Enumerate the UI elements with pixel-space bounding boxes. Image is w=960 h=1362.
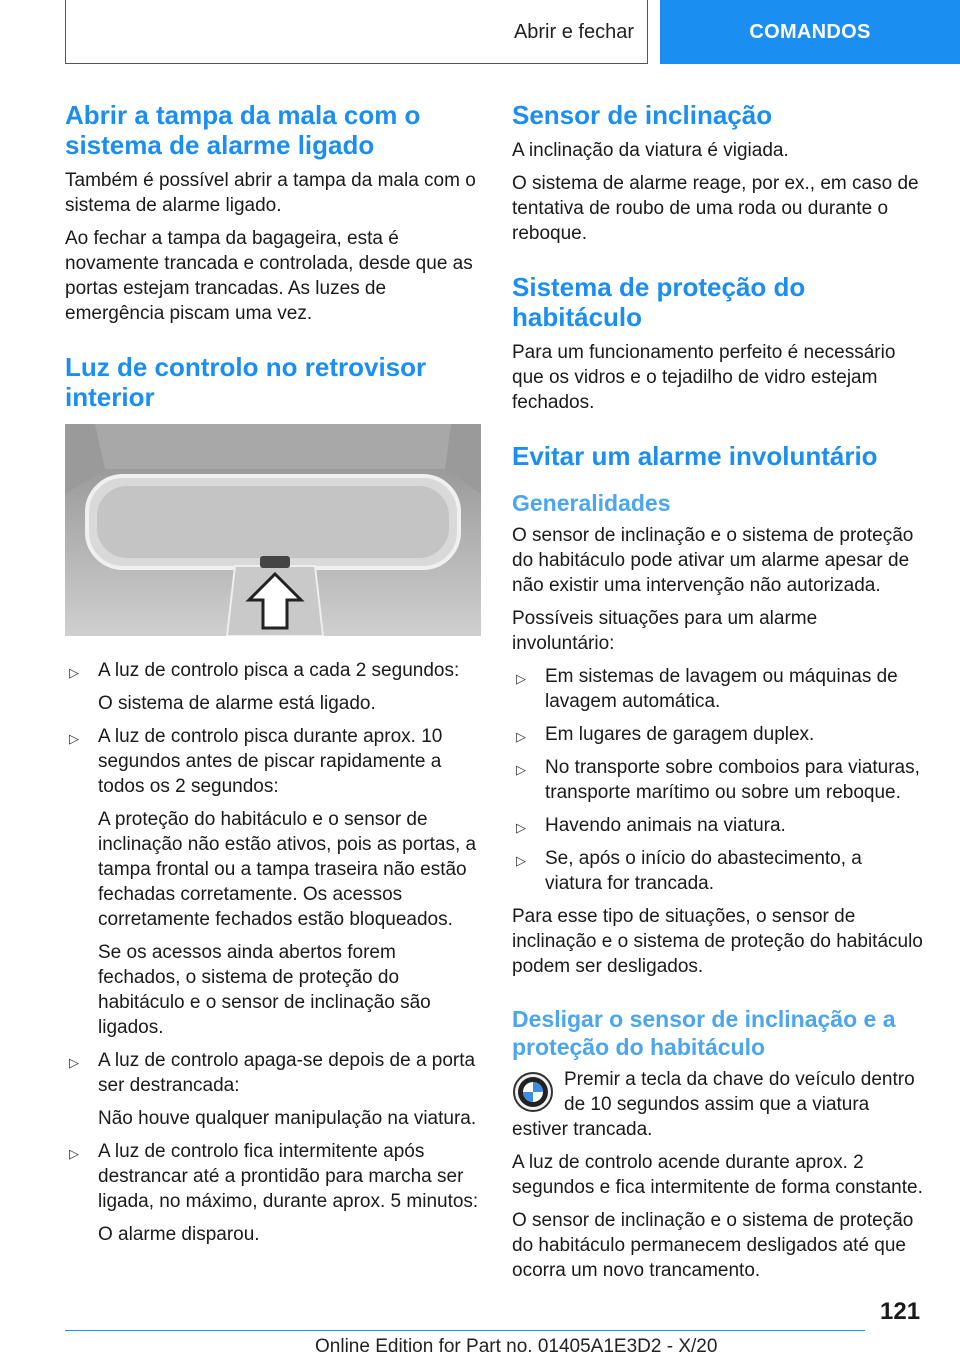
triangle-bullet-icon: ▷ — [69, 1055, 79, 1070]
paragraph: Premir a tecla da chave do veículo dentro de 10 segundos assim que a viatura estiver trancada. — [512, 1069, 915, 1140]
paragraph: A inclinação da viatura é vigiada. — [512, 140, 789, 161]
paragraph: Possíveis situações para um alarme involuntário: — [512, 608, 818, 654]
paragraph: Para esse tipo de situações, o sensor de inclinação e o sistema de proteção do habitáculo podem ser desligados. — [512, 906, 923, 977]
list-item: ▷ Em lugares de garagem duplex. — [512, 722, 924, 747]
vehicle-key-logo-icon — [512, 1071, 554, 1113]
heading-alarm-trunk: Abrir a tampa da mala com o sistema de alarme ligado — [65, 100, 421, 160]
paragraph: Para um funcionamento perfeito é necessário que os vidros e o tejadilho de vidro estejam fechados. — [512, 342, 896, 413]
list-item: ▷ Havendo animais na viatura. — [512, 813, 924, 838]
sub-paragraph: O alarme disparou. — [98, 1224, 260, 1245]
list-item: ▷ No transporte sobre comboios para viaturas, transporte marítimo ou sobre um reboque. — [516, 757, 920, 803]
paragraph: Também é possível abrir a tampa da mala com o sistema de alarme ligado. — [65, 170, 476, 216]
paragraph: A luz de controlo acende durante aprox. 2 segundos e fica intermitente de forma constante. — [512, 1152, 923, 1198]
section-title: Abrir e fechar — [513, 20, 634, 43]
page-number: 121 — [880, 1298, 921, 1325]
heading-interior-protection: Sistema de proteção do habitáculo — [512, 272, 806, 332]
paragraph: Ao fechar a tampa da bagageira, esta é novamente trancada e controlada, desde que as portas estejam trancadas. As luzes de emergência piscam uma vez. — [65, 228, 473, 324]
sub-paragraph: O sistema de alarme está ligado. — [98, 693, 376, 714]
heading-avoid-false-alarm: Evitar um alarme involuntário — [512, 441, 878, 471]
triangle-bullet-icon: ▷ — [516, 853, 526, 868]
footer-divider — [65, 1330, 865, 1331]
list-item: ▷ A luz de controlo apaga-se depois de a porta ser destrancada: — [69, 1050, 476, 1096]
sub-paragraph: Se os acessos ainda abertos forem fechados, o sistema de proteção do habitáculo e o sensor de inclinação são ligados. — [98, 942, 431, 1038]
left-column — [65, 100, 481, 1255]
chapter-tab[interactable]: COMANDOS — [660, 0, 960, 64]
footer-edition: Online Edition for Part no. 01405A1E3D2 - X/20 — [315, 1336, 718, 1357]
paragraph: O sensor de inclinação e o sistema de proteção do habitáculo pode ativar um alarme apesar de não existir uma intervenção não autorizada. — [512, 525, 914, 596]
heading-indicator-light: Luz de controlo no retrovisor interior — [65, 352, 427, 412]
triangle-bullet-icon: ▷ — [516, 762, 526, 777]
rearview-mirror-image — [65, 424, 481, 636]
sub-paragraph: Não houve qualquer manipulação na viatura. — [98, 1108, 477, 1129]
triangle-bullet-icon: ▷ — [516, 820, 526, 835]
triangle-bullet-icon: ▷ — [69, 665, 79, 680]
list-item: ▷ A luz de controlo fica intermitente após destrancar até a prontidão para marcha ser ligada, no máximo, durante aprox. 5 minutos: — [69, 1141, 479, 1212]
sub-paragraph: A proteção do habitáculo e o sensor de inclinação não estão ativos, pois as portas, a tampa frontal ou a tampa traseira não estão fechadas corretamente. Os acessos corretamente fechados estão bloqueados. — [98, 809, 477, 930]
right-column — [512, 100, 924, 1291]
key-instruction — [512, 1067, 924, 1142]
list-item: ▷ A luz de controlo pisca durante aprox. 10 segundos antes de piscar rapidamente a todos os 2 segundos: — [69, 726, 443, 797]
heading-tilt-sensor: Sensor de inclinação — [512, 100, 773, 130]
list-item: ▷ Em sistemas de lavagem ou máquinas de lavagem automática. — [516, 666, 898, 712]
triangle-bullet-icon: ▷ — [69, 1146, 79, 1161]
paragraph: O sistema de alarme reage, por ex., em caso de tentativa de roubo de uma roda ou durante o reboque. — [512, 173, 919, 244]
heading-general: Generalidades — [512, 490, 671, 516]
triangle-bullet-icon: ▷ — [516, 671, 526, 686]
heading-switch-off: Desligar o sensor de inclinação e a proteção do habitáculo — [512, 1006, 896, 1060]
triangle-bullet-icon: ▷ — [69, 731, 79, 746]
list-item: ▷ A luz de controlo pisca a cada 2 segundos: — [65, 658, 481, 683]
list-item: ▷ Se, após o início do abastecimento, a viatura for trancada. — [516, 848, 862, 894]
paragraph: O sensor de inclinação e o sistema de proteção do habitáculo permanecem desligados até que ocorra um novo trancamento. — [512, 1210, 914, 1281]
triangle-bullet-icon: ▷ — [516, 729, 526, 744]
